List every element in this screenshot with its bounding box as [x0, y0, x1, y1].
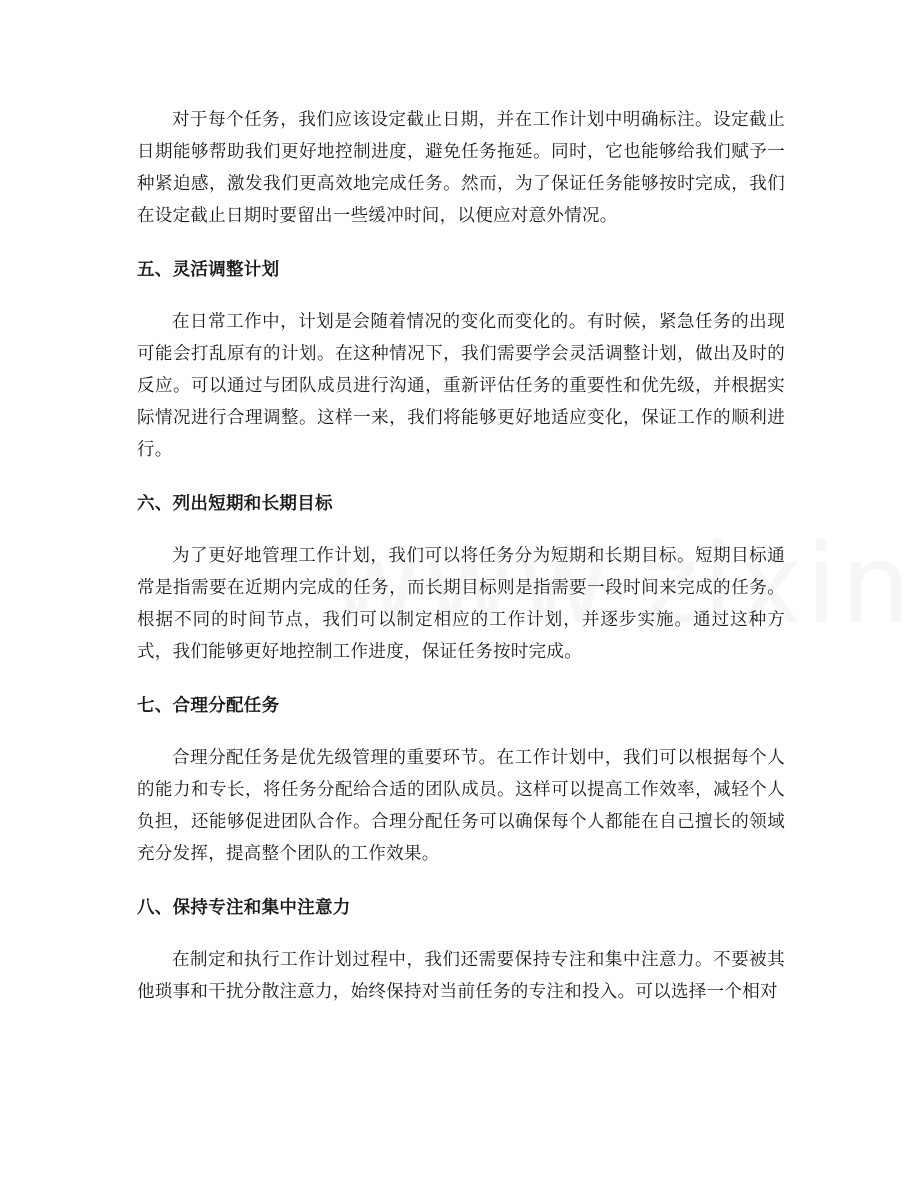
heading-assign-tasks: 七、合理分配任务 — [137, 696, 280, 716]
heading-flexible-plan: 五、灵活调整计划 — [137, 260, 280, 280]
paragraph-focus: 在制定和执行工作计划过程中，我们还需要保持专注和集中注意力。不要被其他琐事和干扰分散注意力，始终保持对当前任务的专注和投入。可以选择一个相对 — [137, 950, 785, 1002]
paragraph-flexible-plan: 在日常工作中，计划是会随着情况的变化而变化的。有时候，紧急任务的出现可能会打乱原有的计划。在这种情况下，我们需要学会灵活调整计划，做出及时的反应。可以通过与团队成员进行沟通，重新评估任务的重要性和优先级，并根据实际情况进行合理调整。这样一来，我们将能够更好地适应变化，保证工作的顺利进行。 — [137, 312, 785, 460]
document-body — [137, 104, 785, 1008]
paragraph-short-long-goals: 为了更好地管理工作计划，我们可以将任务分为短期和长期目标。短期目标通常是指需要在近期内完成的任务，而长期目标则是指需要一段时间来完成的任务。根据不同的时间节点，我们可以制定相应的工作计划，并逐步实施。通过这种方式，我们能够更好地控制工作进度，保证任务按时完成。 — [137, 546, 785, 662]
paragraph-deadline: 对于每个任务，我们应该设定截止日期，并在工作计划中明确标注。设定截止日期能够帮助我们更好地控制进度，避免任务拖延。同时，它也能够给我们赋予一种紧迫感，激发我们更高效地完成任务。然而，为了保证任务能够按时完成，我们在设定截止日期时要留出一些缓冲时间，以便应对意外情况。 — [137, 110, 785, 226]
paragraph-assign-tasks: 合理分配任务是优先级管理的重要环节。在工作计划中，我们可以根据每个人的能力和专长，将任务分配给合适的团队成员。这样可以提高工作效率，减轻个人负担，还能够促进团队合作。合理分配任务可以确保每个人都能在自己擅长的领域充分发挥，提高整个团队的工作效果。 — [137, 748, 785, 864]
heading-short-long-goals: 六、列出短期和长期目标 — [137, 494, 333, 514]
heading-focus: 八、保持专注和集中注意力 — [137, 898, 351, 918]
